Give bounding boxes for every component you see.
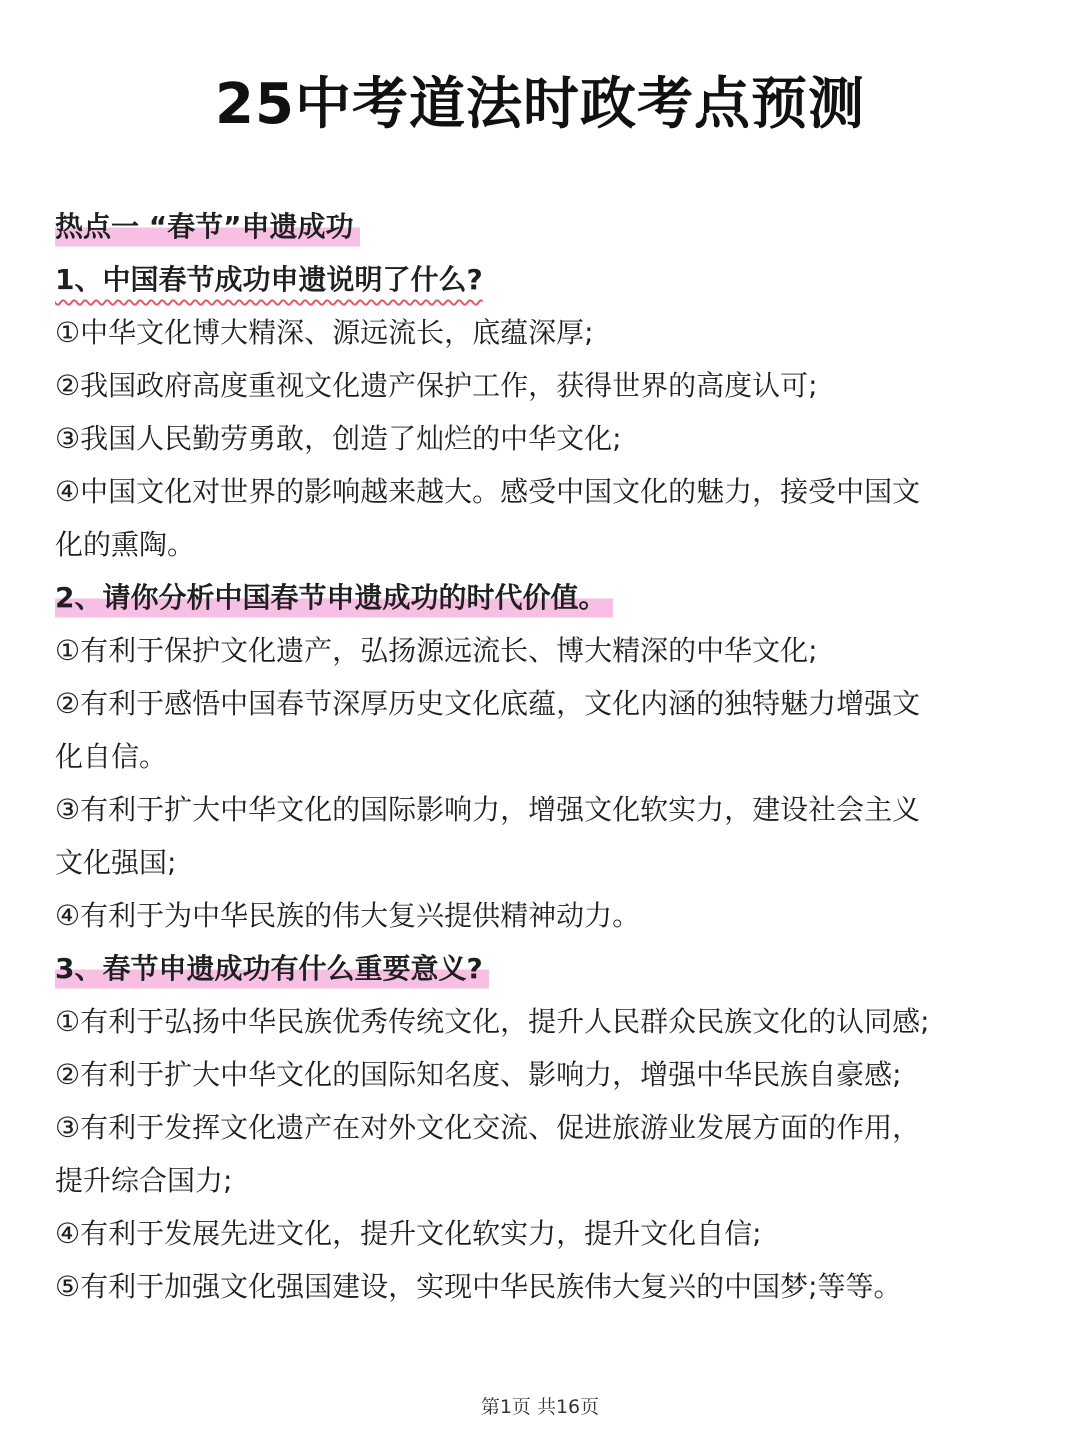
answer-line: ①中华文化博大精深、源远流长，底蕴深厚;	[55, 316, 594, 349]
hotspot-heading: 热点一 “春节”申遗成功	[55, 200, 360, 253]
section-2	[55, 571, 1030, 942]
answer-line: ②有利于扩大中华文化的国际知名度、影响力，增强中华民族自豪感;	[55, 1058, 902, 1091]
content-body	[55, 200, 1030, 1313]
answer-line: ④中国文化对世界的影响越来越大。感受中国文化的魅力，接受中国文	[55, 475, 921, 508]
answer-line: ⑤有利于加强文化强国建设，实现中华民族伟大复兴的中国梦;等等。	[55, 1270, 902, 1303]
section-3	[55, 942, 1030, 1313]
section-1	[55, 253, 1030, 571]
answer-line: ①有利于弘扬中华民族优秀传统文化，提升人民群众民族文化的认同感;	[55, 1005, 930, 1038]
page-title: 25中考道法时政考点预测	[215, 72, 865, 137]
answer-line: ③有利于扩大中华文化的国际影响力，增强文化软实力，建设社会主义	[55, 793, 921, 826]
answer-line: 文化强国;	[55, 846, 177, 879]
question-2: 2、请你分析中国春节申遗成功的时代价值。	[55, 571, 613, 624]
answer-line: ③我国人民勤劳勇敢，创造了灿烂的中华文化;	[55, 422, 622, 455]
answer-line: 化的熏陶。	[55, 528, 196, 561]
answer-line: ③有利于发挥文化遗产在对外文化交流、促进旅游业发展方面的作用，	[55, 1111, 921, 1144]
question-3: 3、春节申遗成功有什么重要意义?	[55, 942, 489, 995]
page-number: 第1页 共16页	[480, 1396, 600, 1418]
answer-line: ②有利于感悟中国春节深厚历史文化底蕴，文化内涵的独特魅力增强文	[55, 687, 921, 720]
answer-line: ④有利于为中华民族的伟大复兴提供精神动力。	[55, 899, 641, 932]
answer-line: 提升综合国力;	[55, 1164, 233, 1197]
answer-line: ①有利于保护文化遗产，弘扬源远流长、博大精深的中华文化;	[55, 634, 818, 667]
question-1: 1、中国春节成功申遗说明了什么?	[55, 263, 483, 296]
answer-line: 化自信。	[55, 740, 168, 773]
answer-line: ④有利于发展先进文化，提升文化软实力，提升文化自信;	[55, 1217, 762, 1250]
answer-line: ②我国政府高度重视文化遗产保护工作，获得世界的高度认可;	[55, 369, 818, 402]
